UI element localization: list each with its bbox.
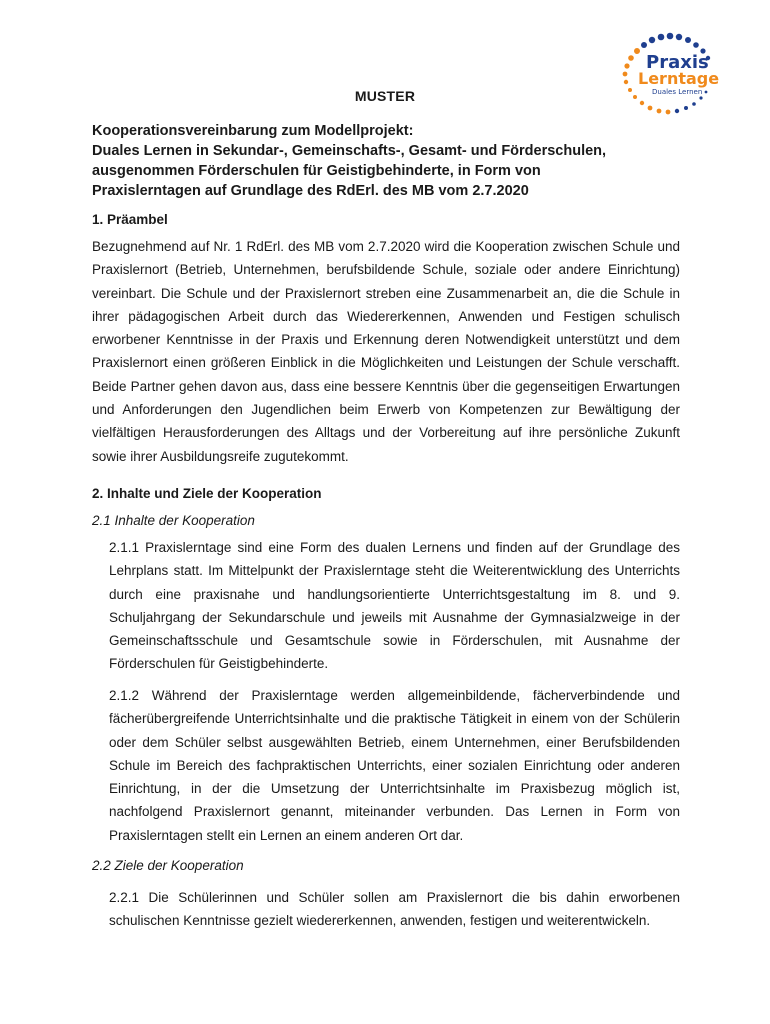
title-line: Kooperationsvereinbarung zum Modellprojekt: — [92, 123, 414, 139]
paragraph-2-2-1: 2.2.1 Die Schülerinnen und Schüler sollen am Praxislernort die bis dahin erworbenen schulischen Kenntnisse gezielt wiedererkennen, anwenden, festigen und weiterentwickeln. — [109, 890, 680, 929]
muster-label: MUSTER — [354, 88, 416, 104]
title-line: ausgenommen Förderschulen für Geistigbehinderte, in Form von — [92, 163, 541, 179]
title-line: Praxislerntagen auf Grundlage des RdErl. des MB vom 2.7.2020 — [92, 183, 529, 199]
logo-tagline: Duales Lernen — [652, 88, 703, 96]
section-heading-inhalte-ziele: 2. Inhalte und Ziele der Kooperation — [92, 486, 322, 501]
logo-word-praxis: Praxis — [646, 52, 709, 73]
document-title — [92, 121, 692, 201]
logo-word-lerntage: Lerntage — [638, 69, 720, 88]
subsection-heading-ziele: 2.2 Ziele der Kooperation — [92, 858, 244, 873]
paragraph-2-1-1: 2.1.1 Praxislerntage sind eine Form des dualen Lernens und finden auf der Grundlage des Lehrplans statt. Im Mittelpunkt der Praxislerntage steht die Weiterentwicklung des Unterrichts durch eine praxisnahe und handlungsorientierte Unterrichtsgestaltung im 8. und 9. Schuljahrgang der Sekundarschule und jeweils mit Ausnahme der Gymnasialzweige in der Gemeinschaftsschule und Gesamtschule sowie in Förderschulen, mit Ausnahme der Förderschulen für Geistigbehinderte. — [109, 540, 680, 672]
paragraph-2-1-2: 2.1.2 Während der Praxislerntage werden allgemeinbildende, fächerverbindende und fächerübergreifende Unterrichtsinhalte und die praktische Tätigkeit in einem von der Schülerin oder dem Schüler selbst ausgewählten Betrieb, einem Unternehmen, einer Berufsbildenden Schule im Bereich des fachpraktischen Unterrichts, einer sozialen Einrichtung oder anderen Einrichtung, in der die Umsetzung der Unterrichtsinhalte im Praxisbezug möglich ist, nachfolgend Praxislernort genannt, miteinander verbunden. Das Lernen in Form von Praxislerntagen stellt ein Lernen an einem anderen Ort dar. — [109, 688, 680, 843]
subsection-heading-inhalte: 2.1 Inhalte der Kooperation — [92, 513, 255, 528]
praeambel-paragraph: Bezugnehmend auf Nr. 1 RdErl. des MB vom 2.7.2020 wird die Kooperation zwischen Schule und Praxislernort (Betrieb, Unternehmen, berufsbildende Schule, soziale oder andere Einrichtung) vereinbart. Die Schule und der Praxislernort streben eine Zusammenarbeit an, die die Schule in ihrer pädagogischen Arbeit durch das Wiedererkennen, Anwenden und Festigen schulisch erworbener Kenntnisse in der Praxis und Erkennung deren Notwendigkeit unterstützt und dem Praxislernort einen größeren Einblick in die Möglichkeiten und Leistungen der Schule verschafft. Beide Partner gehen davon aus, dass eine bessere Kenntnis über die gegenseitigen Erwartungen und Anforderungen den Jugendlichen beim Erwerb von Kompetenzen zur Bewältigung der vielfältigen Herausforderungen des Alltags und der Vorbereitung auf ihre persönliche Zukunft sowie ihrer Ausbildungsreife zugutekommt. — [92, 239, 680, 464]
section-heading-praeambel: 1. Präambel — [92, 212, 168, 227]
title-line: Duales Lernen in Sekundar-, Gemeinschafts-, Gesamt- und Förderschulen, — [92, 143, 607, 159]
